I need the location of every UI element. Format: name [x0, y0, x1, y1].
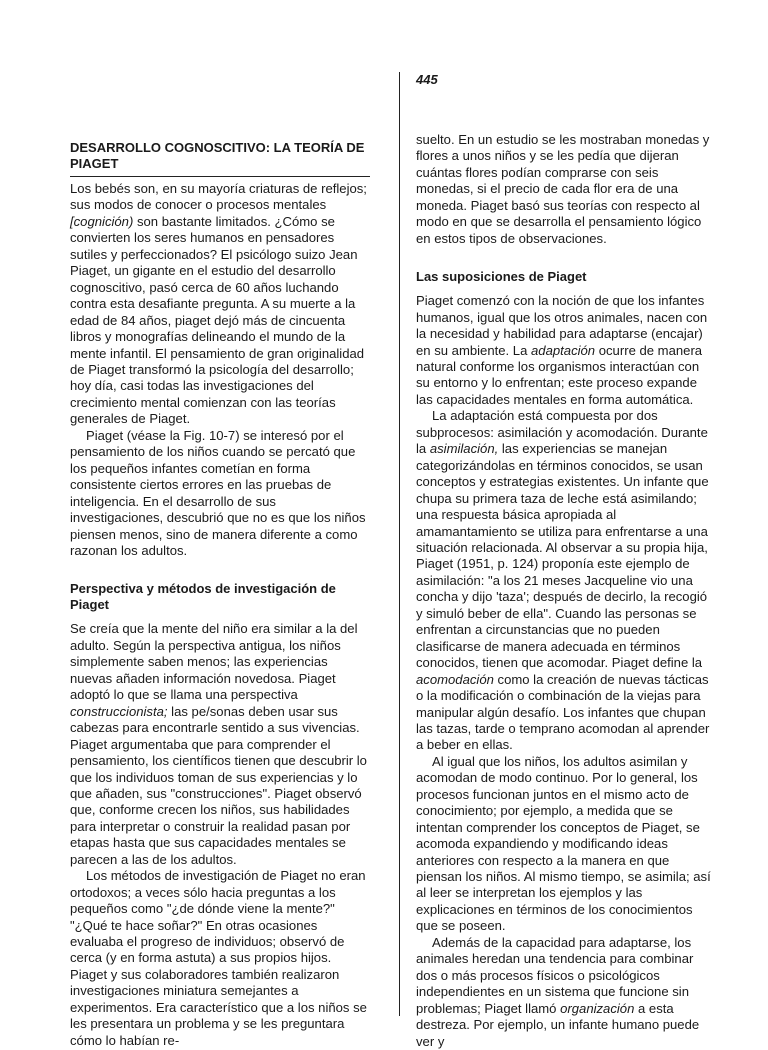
subheading: Perspectiva y métodos de investigación de Piaget	[70, 581, 336, 613]
paragraph: suelto. En un estudio se les mostraban monedas y flores a unos niños y se les pedía que dijeran cuántas flores podían comprarse con seis monedas, si el precio de cada flor era de una moneda. Piaget basó sus teorías con respecto al modo en que se desarrolla el pensamiento lógico en estos tipos de observaciones.	[416, 132, 710, 246]
paragraph: Los métodos de investigación de Piaget no eran ortodoxos; a veces sólo hacia preguntas a los pequeños como "¿de dónde viene la mente?" "¿Qué te hace soñar?" En otras ocasiones evaluaba el progreso de individuos; observó de cerca (y en forma astuta) a sus propios hijos. Piaget y sus colaboradores también realizaron investigaciones miniatura semejantes a experimentos. Era característico que a los niños se les presentara un problema y se les preguntara cómo lo habían re-	[70, 868, 367, 1048]
subheading: Las suposiciones de Piaget	[416, 269, 587, 285]
paragraph: Los bebés son, en su mayoría criaturas de reflejos; sus modos de conocer o procesos mentales [cognición) son bastante limitados. ¿Cómo se convierten los seres humanos en pensadores sutiles y perfeccionados? El psicólogo suizo Jean Piaget, un gigante en el estudio del desarrollo cognoscitivo, pasó cerca de 60 años luchando contra esta desafiante pregunta. A su muerte a la edad de 84 años, piaget dejó más de cincuenta libros y monografías delineando el mundo de la mente infantil. El pensamiento de gran originalidad de Piaget transformó la psicología del desarrollo; hoy día, casi todas las investigaciones del crecimiento mental comienzan con las teorías generales de Piaget.	[70, 181, 367, 427]
right-column	[416, 132, 716, 1050]
paragraph: Se creía que la mente del niño era similar a la del adulto. Según la perspectiva antigua, los niños simplemente saben menos; las experiencias nuevas añaden información novedosa. Piaget adoptó lo que se llama una perspectiva construccionista; las pe/sonas deben usar sus cabezas para encontrarle sentido a sus vivencias. Piaget argumentaba que para comprender el pensamiento, los científicos tienen que descubrir lo que los individuos toman de sus experiencias y lo que añaden, sus "construcciones". Piaget observó que, conforme crecen los niños, sus habilidades para interpretar o construir la realidad pasan por etapas hasta que sus capacidades mentales se parecen a las de los adultos.	[70, 621, 367, 867]
paragraph: Al igual que los niños, los adultos asimilan y acomodan de modo continuo. Por lo general, los procesos funcionan juntos en el mismo acto de conocimiento; por ejemplo, a medida que se intentan comprender los conceptos de Piaget, se acomoda expandiendo y modificando ideas anteriores con respecto a la manera en que piensan los niños. Al mismo tiempo, se asimila; así al leer se interpretan los ejemplos y las explicaciones en términos de los conocimientos que se poseen.	[416, 753, 711, 934]
left-column	[70, 140, 370, 1049]
column-divider	[399, 72, 400, 1016]
page-number: 445	[416, 72, 438, 87]
paragraph: Además de la capacidad para adaptarse, los animales heredan una tendencia para combinar dos o más procesos físicos o psicológicos independientes en un sistema que funcione sin problemas; Piaget llamó organización a esta destreza. Por ejemplo, un infante humano puede ver y	[416, 934, 700, 1049]
paragraph: Piaget comenzó con la noción de que los infantes humanos, igual que los otros animales, nacen con la necesidad y habilidad para adaptarse (encajar) en su ambiente. La adaptación ocurre de manera natural conforme los organismos interactúan con su entorno y lo enfrentan; este proceso expande las capacidades mentales en forma automática.	[416, 293, 708, 407]
section-title: DESARROLLO COGNOSCITIVO: LA TEORÍA DE PIAGET	[70, 140, 370, 177]
paragraph: Piaget (véase la Fig. 10-7) se interesó por el pensamiento de los niños cuando se percató que los pequeños infantes cometían en forma consistente ciertos errores en las pruebas de inteligencia. En el desarrollo de sus investigaciones, descubrió que no es que los niños piensen menos, sino de manera diferente a como razonan los adultos.	[70, 427, 366, 558]
paragraph: La adaptación está compuesta por dos subprocesos: asimilación y acomodación. Durante la asimilación, las experiencias se manejan categorizándolas en términos conocidos, se usan conceptos y estrategias existentes. Un infante que chupa su primera taza de leche está asimilando; una respuesta básica apropiada al amamantamiento se utiliza para enfrentarse a una situación relacionada. Al observar a su propia hija, Piaget (1951, p. 124) proponía este ejemplo de asimilación: "a los 21 meses Jacqueline vio una concha y dijo 'taza'; después de decirlo, la recogió y simuló beber de ella". Cuando las personas se enfrentan a circunstancias que no pueden clasificarse de manera adecuada en términos conocidos, tienen que acomodar. Piaget define la acomodación como la creación de nuevas tácticas o la modificación o combinación de la viejas para manipular algún desafío. Los infantes que chupan las tazas, tarde o temprano acomodan al aprender a beber en ellas.	[416, 408, 710, 753]
